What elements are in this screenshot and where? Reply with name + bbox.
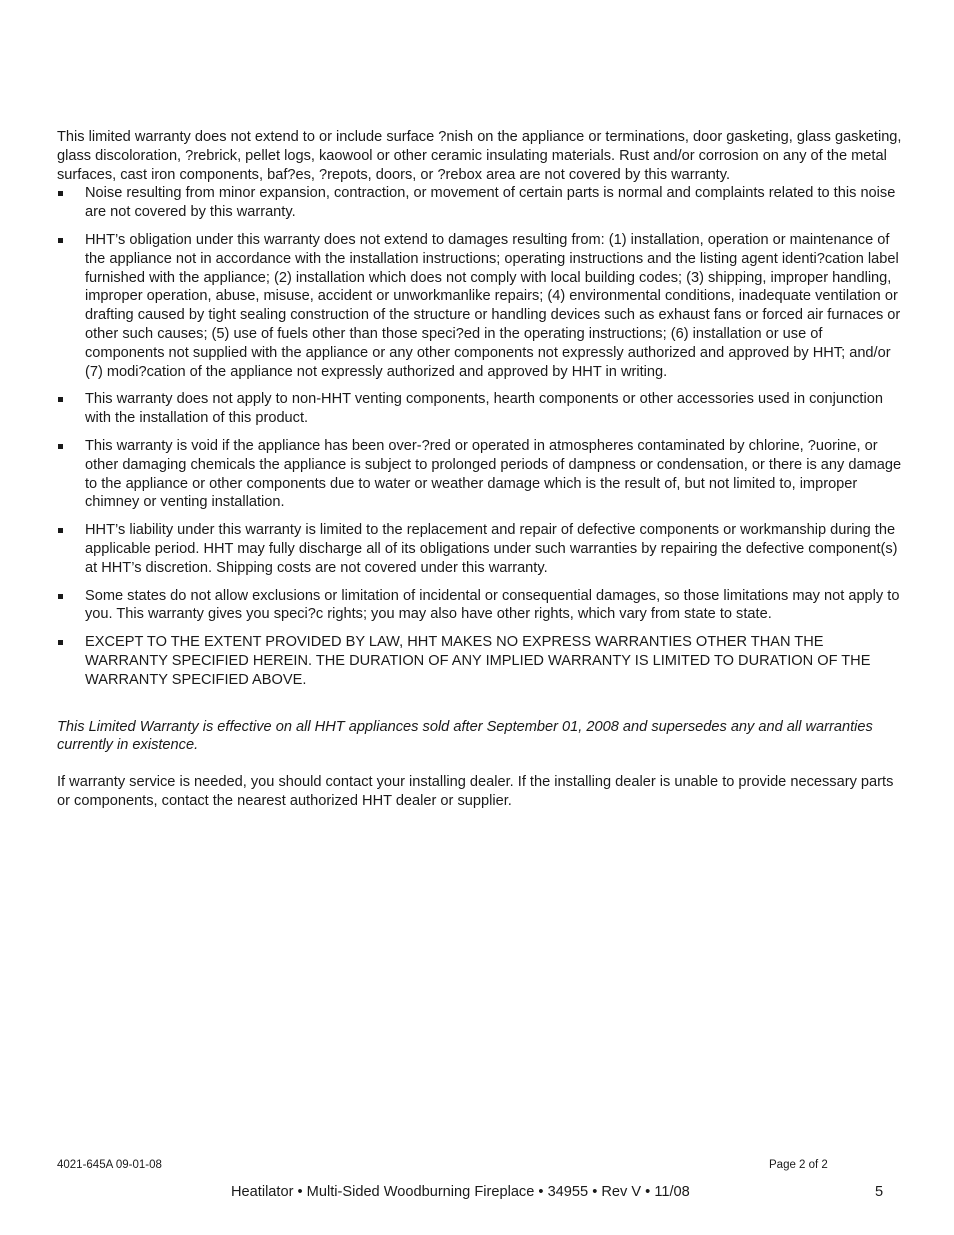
bullet-square-icon [58,640,63,645]
bullet-square-icon [58,397,63,402]
bullet-square-icon [58,444,63,449]
list-item [57,390,903,428]
bullet-square-icon [58,191,63,196]
bullet-square-icon [58,238,63,243]
list-item [57,633,903,689]
list-item-text: Some states do not allow exclusions or limitation of incidental or consequential damages, so those limitations may not apply to you. This warranty gives you speci?c rights; you may also have other rights, which vary from state to state. [85,587,900,623]
effective-date-note: This Limited Warranty is effective on all HHT appliances sold after September 01, 2008 and supersedes any and all warranties currently in existence. [57,718,873,754]
document-code: 4021-645A 09-01-08 [57,1159,162,1171]
list-item-text: EXCEPT TO THE EXTENT PROVIDED BY LAW, HHT MAKES NO EXPRESS WARRANTIES OTHER THAN THE WARRANTY SPECIFIED HEREIN. THE DURATION OF ANY IMPLIED WARRANTY IS LIMITED TO DURATION OF THE WARRANTY SPECIFIED ABOVE. [85,634,871,688]
list-item [57,521,903,577]
page-number: 5 [875,1184,884,1200]
bullet-square-icon [58,528,63,533]
bullet-square-icon [58,594,63,599]
list-item [57,437,903,512]
service-contact-note: If warranty service is needed, you should contact your installing dealer. If the installing dealer is unable to provide necessary parts or components, contact the nearest authorized HHT dealer or supplier. [57,774,894,809]
exclusions-list [57,184,903,689]
list-item [57,184,903,222]
list-item-text: This warranty does not apply to non-HHT venting components, hearth components or other accessories used in conjunction with the installation of this product. [85,391,883,427]
warranty-body [57,128,903,811]
page-of-indicator: Page 2 of 2 [769,1159,828,1171]
list-item-text: Noise resulting from minor expansion, contraction, or movement of certain parts is normal and complaints related to this noise are not covered by this warranty. [85,185,896,221]
list-item-text: HHT’s liability under this warranty is limited to the replacement and repair of defective components or workmanship during the applicable period. HHT may fully discharge all of its obligations under such warranties by repairing the defective component(s) at HHT’s discretion. Shipping costs are not covered under this warranty. [85,522,898,576]
list-item [57,231,903,381]
product-line-footer: Heatilator • Multi-Sided Woodburning Fireplace • 34955 • Rev V • 11/08 [231,1184,690,1200]
list-item-text: This warranty is void if the appliance has been over-?red or operated in atmospheres contaminated by chlorine, ?uorine, or other damaging chemicals the appliance is subject to prolonged periods of dampness or condensation, or there is any damage to the appliance or other components due to water or weather damage which is the result of, but not limited to, improper chimney or venting installation. [85,437,902,511]
list-item-text: HHT’s obligation under this warranty does not extend to damages resulting from: (1) installation, operation or maintenance of the appliance not in accordance with the installation instructions; operating instructions and the listing agent identi?cation label furnished with the appliance; (2) installation which does not comply with local building codes; (3) shipping, improper handling, improper operation, abuse, misuse, accident or unworkmanlike repairs; (4) environmental conditions, inadequate ventilation or drafting caused by tight sealing construction of the structure or handling devices such as exhaust fans or forced air furnaces or other such causes; (5) use of fuels other than those speci?ed in the operating instructions; (6) installation or use of components not supplied with the appliance or any other components not expressly authorized and approved by HHT; and/or (7) modi?cation of the appliance not expressly authorized and approved by HHT in writing. [85,231,901,380]
intro-paragraph: This limited warranty does not extend to or include surface ?nish on the appliance or terminations, door gasketing, glass gasketing, glass discoloration, ?rebrick, pellet logs, kaowool or other ceramic insulating materials. Rust and/or corrosion on any of the metal surfaces, cast iron components, baf?es, ?repots, doors, or ?rebox area are not covered by this warranty. [57,129,902,183]
list-item [57,587,903,625]
